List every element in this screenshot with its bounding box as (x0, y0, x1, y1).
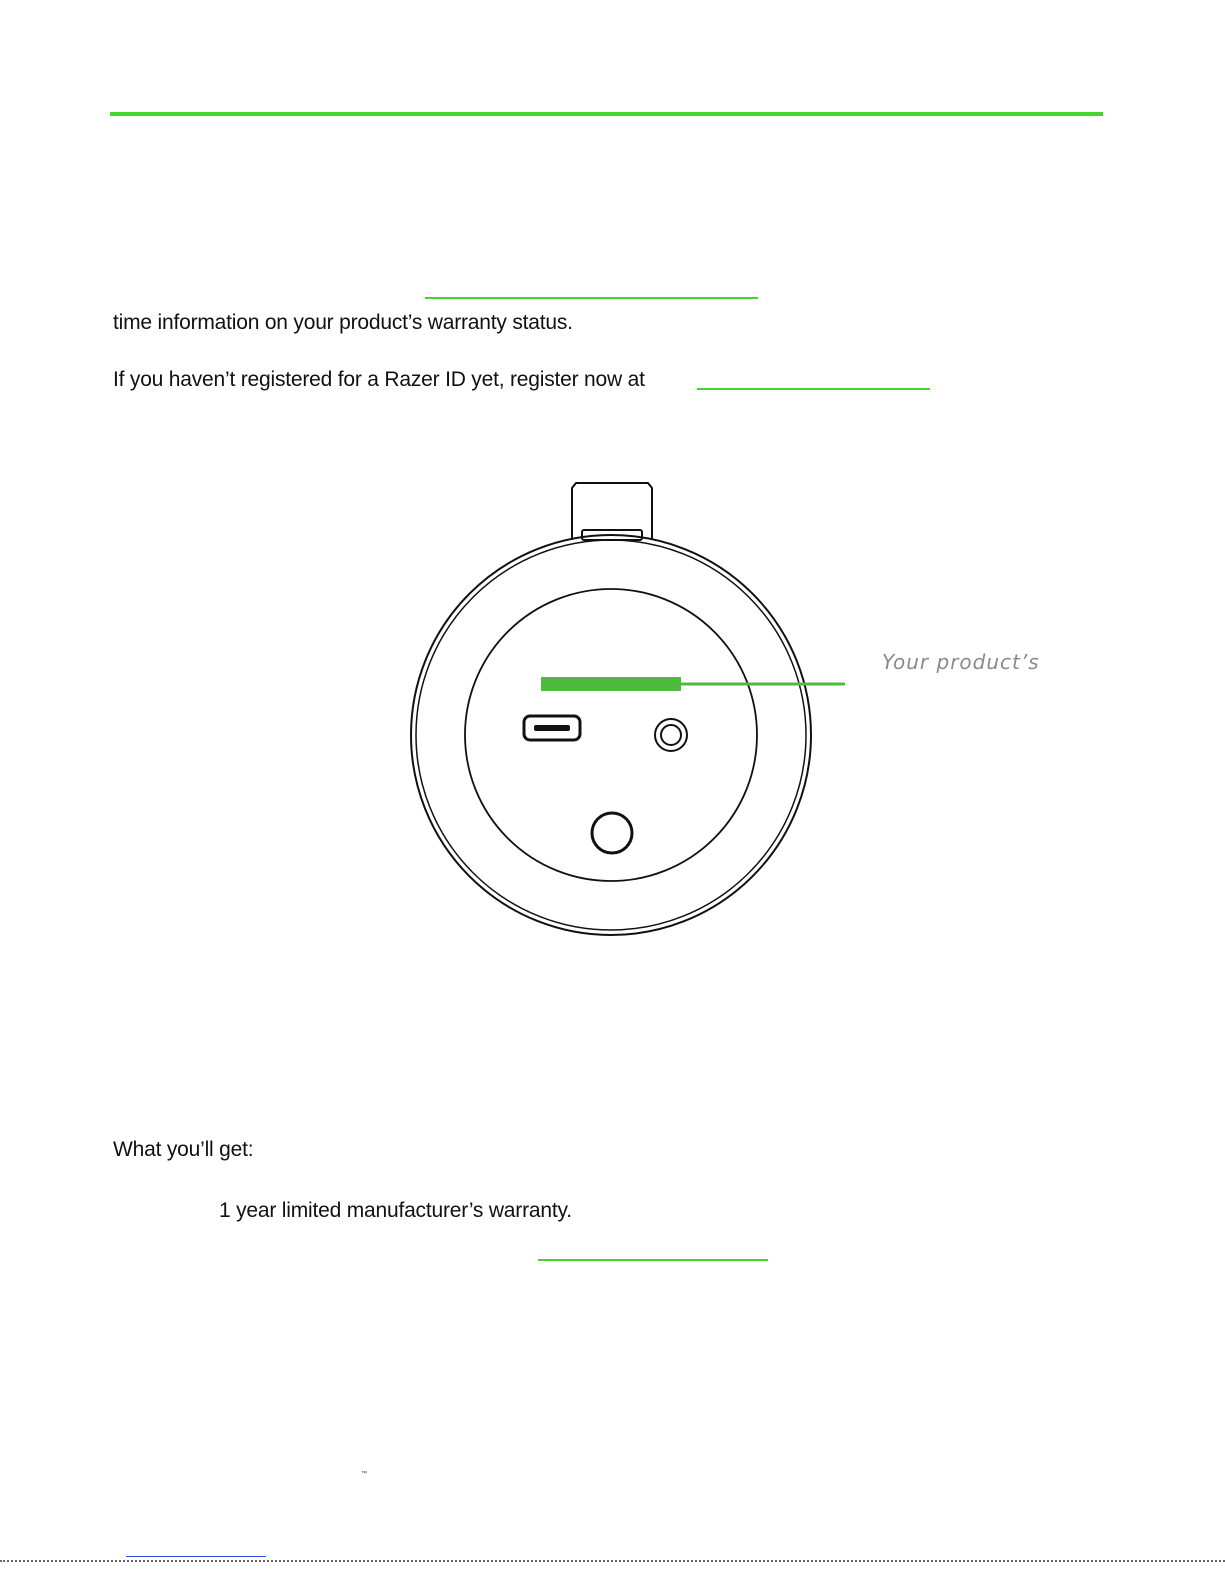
trademark-symbol: ™ (361, 1471, 367, 1477)
strap-tab-icon (572, 483, 652, 540)
audio-jack-icon (655, 719, 687, 751)
header-accent-rule (110, 112, 1103, 116)
micro-usb-port-icon (524, 716, 580, 740)
serial-label-area (541, 677, 681, 691)
power-button-icon (592, 813, 632, 853)
serial-callout-label: Your product’s (882, 650, 1040, 674)
footer-link-underline[interactable] (126, 1556, 266, 1557)
razer-id-link-underline[interactable] (425, 297, 758, 299)
page-edge-divider (0, 1560, 1225, 1562)
benefit-link-underline[interactable] (538, 1259, 768, 1261)
register-link-underline[interactable] (697, 388, 930, 390)
warranty-status-text: time information on your product’s warranty status. (113, 311, 573, 334)
benefit-warranty-item: 1 year limited manufacturer’s warranty. (219, 1199, 572, 1222)
speaker-base-panel (465, 589, 757, 881)
register-text: If you haven’t registered for a Razer ID yet, register now at (113, 368, 645, 391)
what-youll-get-heading: What you’ll get: (113, 1138, 254, 1161)
speaker-body-outline (411, 535, 811, 935)
product-illustration-icon (400, 480, 1060, 950)
